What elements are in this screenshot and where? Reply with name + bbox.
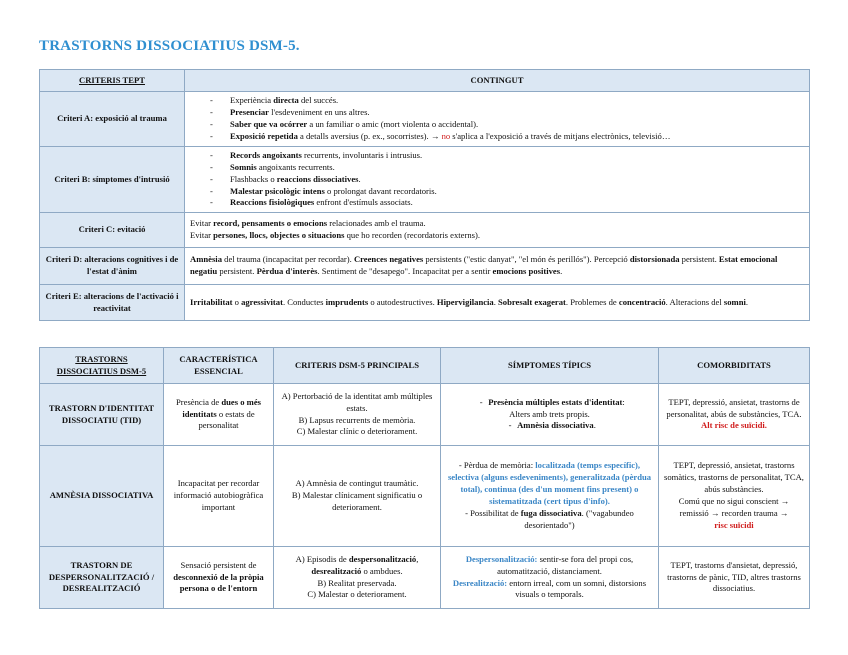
table-row xyxy=(40,446,810,547)
header-trastorns: TRASTORNS DISSOCIATIUS DSM-5 xyxy=(40,348,164,384)
criteri-c-content: Evitar record, pensaments o emocions relacionades amb el trauma. Evitar persones, llocs, objectes o situacions que ho recorden (recordatoris externs). xyxy=(185,213,810,248)
criteri-e-label: Criteri E: alteracions de l'activació i reactivitat xyxy=(40,285,185,321)
list-item: - Saber que va ocórrer a un familiar o amic (mort violenta o accidental). xyxy=(210,119,804,131)
tid-name: TRASTORN D'IDENTITAT DISSOCIATIU (TID) xyxy=(40,384,164,446)
criteri-b-label: Criteri B: símptomes d'intrusió xyxy=(40,147,185,213)
tid-symptoms: - Presència múltiples estats d'identitat: Alters amb trets propis. - Amnèsia dissociativa. xyxy=(441,384,659,446)
desp-name: TRASTORN DE DESPERSONALITZACIÓ / DESREALITZACIÓ xyxy=(40,547,164,609)
tept-criteria-table xyxy=(39,69,810,321)
table-row xyxy=(40,384,810,446)
tid-comorbidities: TEPT, depressió, ansietat, trastorns de personalitat, abús de substàncies, TCA. Alt risc de suïcidi. xyxy=(659,384,810,446)
criteri-a-content xyxy=(185,92,810,147)
list-item: - Experiència directa del succés. xyxy=(210,95,804,107)
criteri-b-content xyxy=(185,147,810,213)
desp-essential: Sensació persistent de desconnexió de la pròpia persona o de l'entorn xyxy=(164,547,274,609)
desp-comorbidities: TEPT, trastorns d'ansietat, depressió, trastorns de pànic, TID, altres trastorns dissociatius. xyxy=(659,547,810,609)
list-item: - Malestar psicològic intens o prolongat davant recordatoris. xyxy=(210,186,804,198)
list-item: - Flashbacks o reaccions dissociatives. xyxy=(210,174,804,186)
amnesia-name: AMNÈSIA DISSOCIATIVA xyxy=(40,446,164,547)
page-title: TRASTORNS DISSOCIATIUS DSM-5. xyxy=(39,38,300,54)
header-criteris-tept: CRITERIS TEPT xyxy=(40,70,185,92)
table-row xyxy=(40,92,810,147)
header-criteris: CRITERIS DSM-5 PRINCIPALS xyxy=(274,348,441,384)
amnesia-essential: Incapacitat per recordar informació autobiogràfica important xyxy=(164,446,274,547)
list-item: - Records angoixants recurrents, involuntaris i intrusius. xyxy=(210,150,804,162)
desp-symptoms: Despersonalització: sentir-se fora del propi cos, automatització, distanciament. Desrealització: entorn irreal, com un somni, distorsions visuals o temporals. xyxy=(441,547,659,609)
tid-criteria: A) Pertorbació de la identitat amb múltiples estats. B) Lapsus recurrents de memòria. C) Malestar clínic o deteriorament. xyxy=(274,384,441,446)
list-item: - Presenciar l'esdeveniment en uns altres. xyxy=(210,107,804,119)
amnesia-comorbidities: TEPT, depressió, ansietat, trastorns somàtics, trastorns de personalitat, TCA, abús substàncies. Comú que no sigui conscient → remissió → recorden trauma → risc suïcidi xyxy=(659,446,810,547)
desp-criteria: A) Episodis de despersonalització, desrealització o ambdues. B) Realitat preservada. C) Malestar o deteriorament. xyxy=(274,547,441,609)
criteri-a-label: Criteri A: exposició al trauma xyxy=(40,92,185,147)
list-item: - Reaccions fisiològiques enfront d'estímuls associats. xyxy=(210,197,804,209)
criteri-e-content: Irritabilitat o agressivitat. Conductes imprudents o autodestructives. Hipervigilancia. Sobresalt exagerat. Problemes de concentració. Alteracions del somni. xyxy=(185,285,810,321)
header-simptomes: SÍMPTOMES TÍPICS xyxy=(441,348,659,384)
amnesia-criteria: A) Amnèsia de contingut traumàtic. B) Malestar clínicament significatiu o deteriorament. xyxy=(274,446,441,547)
dissociative-disorders-table xyxy=(39,347,810,609)
table-row xyxy=(40,285,810,321)
header-caracteristica: CARACTERÍSTICA ESSENCIAL xyxy=(164,348,274,384)
table-row xyxy=(40,147,810,213)
criteri-c-label: Criteri C: evitació xyxy=(40,213,185,248)
list-item: - Exposició repetida a detalls aversius (p. ex., socorristes). → no s'aplica a l'exposició a través de mitjans electrònics, televisió… xyxy=(210,131,804,143)
table-row xyxy=(40,248,810,285)
header-comorbiditats: COMORBIDITATS xyxy=(659,348,810,384)
tid-essential: Presència de dues o més identitats o estats de personalitat xyxy=(164,384,274,446)
table-row xyxy=(40,547,810,609)
list-item: - Somnis angoixants recurrents. xyxy=(210,162,804,174)
criteri-d-label: Criteri D: alteracions cognitives i de l'estat d'ànim xyxy=(40,248,185,285)
amnesia-symptoms: - Pèrdua de memòria: localitzada (temps específic), selectiva (alguns esdeveniments), generalitzada (pèrdua total), continua (des d'un moment fins present) o sistematitzada (cert tipus d'info). - Possibilitat de fuga dissociativa. ("vagabundeo desorientado") xyxy=(441,446,659,547)
criteri-d-content: Amnèsia del trauma (incapacitat per recordar). Creences negatives persistents ("estic danyat", "el món és perillós"). Percepció distorsionada persistent. Estat emocional negatiu persistent. Pèrdua d'interès. Sentiment de "desapego". Incapacitat per a sentir emocions positives. xyxy=(185,248,810,285)
table-row xyxy=(40,213,810,248)
header-contingut: CONTINGUT xyxy=(185,70,810,92)
